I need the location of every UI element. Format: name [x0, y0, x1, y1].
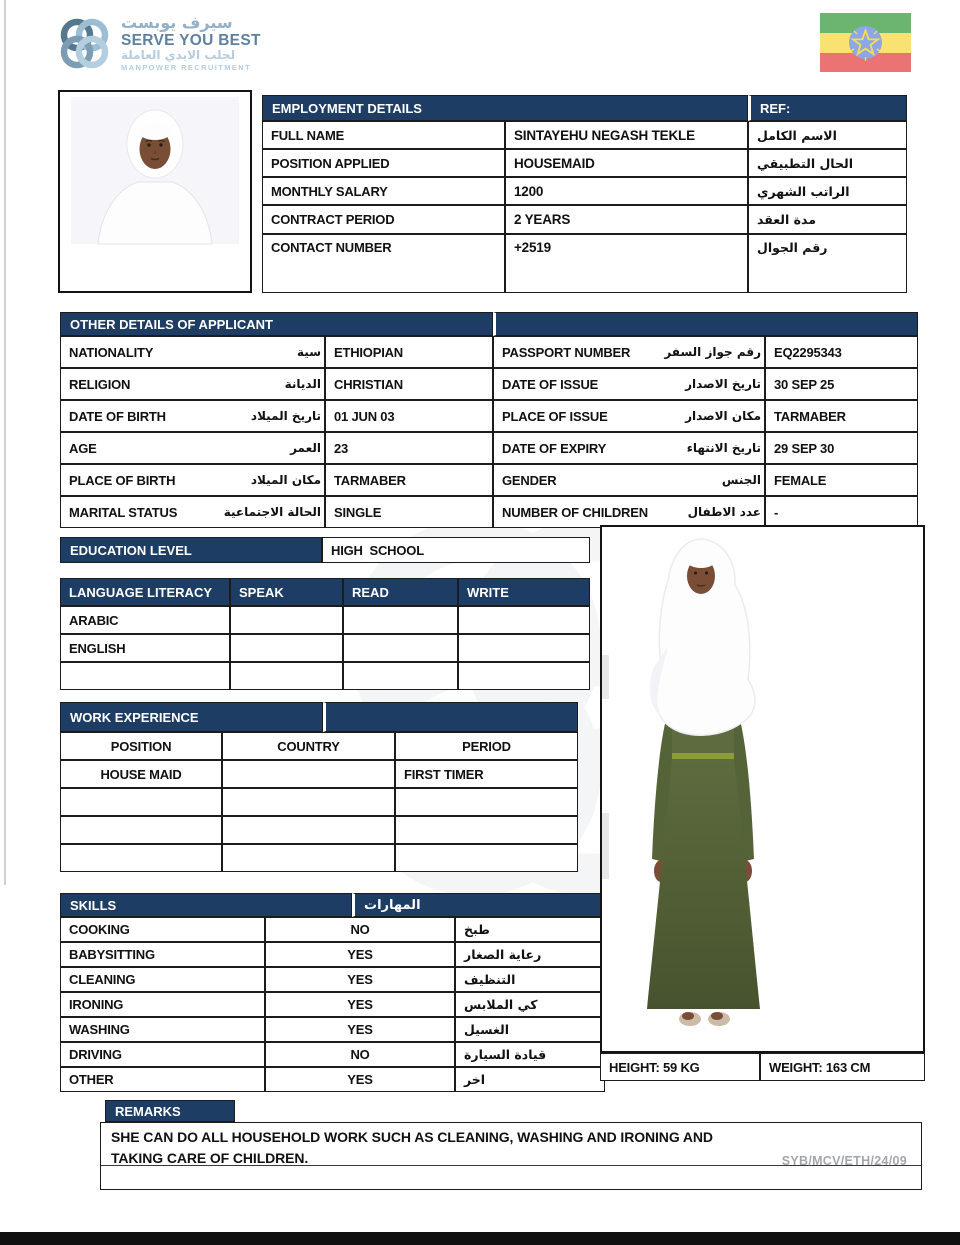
- column-header: PERIOD: [395, 732, 578, 760]
- column-header: POSITION: [60, 732, 222, 760]
- column-header: WRITE: [458, 578, 590, 606]
- height-weight-row: [600, 1053, 925, 1081]
- cell-label: AGE العمر: [60, 432, 325, 464]
- skill-value: YES: [265, 1067, 455, 1092]
- cell-label: DATE OF EXPIRY تاريخ الانتهاء: [493, 432, 765, 464]
- language-name: ARABIC: [60, 606, 230, 634]
- table-cell: [458, 606, 590, 634]
- cell-arabic: الراتب الشهري: [748, 177, 907, 205]
- education-level-value: HIGH SCHOOL: [322, 537, 590, 563]
- work-experience-header-spacer: [323, 702, 578, 732]
- cell-value: -: [765, 496, 918, 528]
- remarks-box: [100, 1122, 922, 1190]
- skill-name: WASHING: [60, 1017, 265, 1042]
- cell-label: MONTHLY SALARY: [262, 177, 505, 205]
- table-cell: [343, 634, 458, 662]
- skill-value: YES: [265, 1017, 455, 1042]
- skill-name: DRIVING: [60, 1042, 265, 1067]
- skill-arabic: التنظيف: [455, 967, 605, 992]
- table-cell: [458, 634, 590, 662]
- employment-details-table: [262, 95, 907, 293]
- table-cell: [222, 844, 395, 872]
- cell-arabic: رقم الجوال: [748, 234, 907, 293]
- employment-details-title: EMPLOYMENT DETAILS: [262, 95, 748, 121]
- remarks-text: SHE CAN DO ALL HOUSEHOLD WORK SUCH AS CLEANING, WASHING AND IRONING AND TAKING CARE OF CHILDREN.: [111, 1129, 713, 1166]
- skill-value: NO: [265, 1042, 455, 1067]
- cell-value: ETHIOPIAN: [325, 336, 493, 368]
- cell-arabic: مدة العقد: [748, 205, 907, 234]
- other-details-table: [60, 312, 918, 528]
- cell-value: CHRISTIAN: [325, 368, 493, 400]
- agency-logo-text: [121, 12, 261, 72]
- cell-value: 23: [325, 432, 493, 464]
- column-header: COUNTRY: [222, 732, 395, 760]
- table-cell: [222, 816, 395, 844]
- cell-label: PLACE OF ISSUE مكان الاصدار: [493, 400, 765, 432]
- cell-label: NUMBER OF CHILDREN عدد الاطفال: [493, 496, 765, 528]
- skill-arabic: طبخ: [455, 917, 605, 942]
- cell-value: 2 YEARS: [505, 205, 748, 234]
- other-details-title: OTHER DETAILS OF APPLICANT: [60, 312, 493, 336]
- table-cell: [343, 662, 458, 690]
- skills-table: [60, 917, 605, 1092]
- cell-label: CONTRACT PERIOD: [262, 205, 505, 234]
- scan-edge-strip: [0, 1232, 960, 1245]
- language-name: [60, 662, 230, 690]
- cell-value: 1200: [505, 177, 748, 205]
- skill-name: IRONING: [60, 992, 265, 1017]
- column-header: READ: [343, 578, 458, 606]
- agency-tagline: MANPOWER RECRUITMENT: [121, 62, 252, 72]
- ref-label: REF:: [748, 95, 907, 121]
- cell-value: 01 JUN 03: [325, 400, 493, 432]
- skills-header: [60, 893, 605, 917]
- cell-value: FEMALE: [765, 464, 918, 496]
- cell-label: FULL NAME: [262, 121, 505, 149]
- skill-arabic: اخر: [455, 1067, 605, 1092]
- skill-value: YES: [265, 967, 455, 992]
- table-cell: [343, 606, 458, 634]
- cell-value: SINTAYEHU NEGASH TEKLE: [505, 121, 748, 149]
- table-cell: [395, 788, 578, 816]
- table-cell: FIRST TIMER: [395, 760, 578, 788]
- ethiopia-flag-icon: [820, 13, 911, 72]
- table-cell: [458, 662, 590, 690]
- other-details-header-spacer: [493, 312, 918, 336]
- cell-label: CONTACT NUMBER: [262, 234, 505, 293]
- cell-value: +2519: [505, 234, 748, 293]
- cell-value: 29 SEP 30: [765, 432, 918, 464]
- table-cell: [60, 788, 222, 816]
- cell-label: GENDER الجنس: [493, 464, 765, 496]
- table-cell: [230, 634, 343, 662]
- cell-value: TARMABER: [325, 464, 493, 496]
- document-code: SYB/MCV/ETH/24/09: [781, 1154, 907, 1168]
- column-header: SPEAK: [230, 578, 343, 606]
- cell-value: EQ2295343: [765, 336, 918, 368]
- work-experience-table: [60, 732, 578, 872]
- cell-label: DATE OF ISSUE تاريخ الاصدار: [493, 368, 765, 400]
- skill-arabic: الغسيل: [455, 1017, 605, 1042]
- cell-label: PASSPORT NUMBER رقم جواز السفر: [493, 336, 765, 368]
- cell-value: SINGLE: [325, 496, 493, 528]
- agency-logo: [56, 12, 261, 74]
- education-level-row: [60, 537, 590, 563]
- remarks-title: REMARKS: [105, 1100, 235, 1122]
- cell-label: MARITAL STATUS الحالة الاجتماعية: [60, 496, 325, 528]
- language-literacy-table: [60, 578, 590, 690]
- skill-name: CLEANING: [60, 967, 265, 992]
- table-cell: [395, 844, 578, 872]
- skill-value: YES: [265, 992, 455, 1017]
- cell-label: NATIONALITY سية: [60, 336, 325, 368]
- language-name: ENGLISH: [60, 634, 230, 662]
- table-cell: [60, 816, 222, 844]
- agency-name: SERVE YOU BEST: [121, 31, 261, 49]
- skill-value: YES: [265, 942, 455, 967]
- work-experience-header: [60, 702, 578, 732]
- skills-title: SKILLS: [60, 893, 352, 917]
- logo-knot-icon: [56, 12, 112, 74]
- cell-arabic: الحال التطبيقي: [748, 149, 907, 177]
- agency-arabic-tagline: لجلب الايدي العاملة: [121, 48, 236, 63]
- cell-value: 30 SEP 25: [765, 368, 918, 400]
- skill-name: COOKING: [60, 917, 265, 942]
- cell-value: HOUSEMAID: [505, 149, 748, 177]
- agency-arabic-name: سيرف يوبست: [121, 13, 233, 32]
- applicant-fullbody-photo: [600, 525, 925, 1053]
- skill-name: BABYSITTING: [60, 942, 265, 967]
- applicant-portrait-photo: [58, 90, 252, 293]
- skill-arabic: رعاية الصغار: [455, 942, 605, 967]
- table-cell: HOUSE MAID: [60, 760, 222, 788]
- cell-label: POSITION APPLIED: [262, 149, 505, 177]
- table-cell: [222, 788, 395, 816]
- table-cell: [222, 760, 395, 788]
- table-cell: [60, 844, 222, 872]
- scan-edge-line: [4, 0, 6, 885]
- cell-arabic: الاسم الكامل: [748, 121, 907, 149]
- cell-label: DATE OF BIRTH تاريخ الميلاد: [60, 400, 325, 432]
- column-header: LANGUAGE LITERACY: [60, 578, 230, 606]
- skill-name: OTHER: [60, 1067, 265, 1092]
- cell-value: TARMABER: [765, 400, 918, 432]
- work-experience-title: WORK EXPERIENCE: [60, 702, 323, 732]
- weight-value: WEIGHT: 163 CM: [760, 1053, 925, 1081]
- table-cell: [230, 606, 343, 634]
- skills-arabic-title: المهارات: [352, 893, 605, 917]
- cell-label: RELIGION الديانة: [60, 368, 325, 400]
- education-level-label: EDUCATION LEVEL: [60, 537, 322, 563]
- skill-arabic: كي الملابس: [455, 992, 605, 1017]
- skill-arabic: قيادة السيارة: [455, 1042, 605, 1067]
- table-cell: [230, 662, 343, 690]
- table-cell: [395, 816, 578, 844]
- height-value: HEIGHT: 59 KG: [600, 1053, 760, 1081]
- cell-label: PLACE OF BIRTH مكان الميلاد: [60, 464, 325, 496]
- skill-value: NO: [265, 917, 455, 942]
